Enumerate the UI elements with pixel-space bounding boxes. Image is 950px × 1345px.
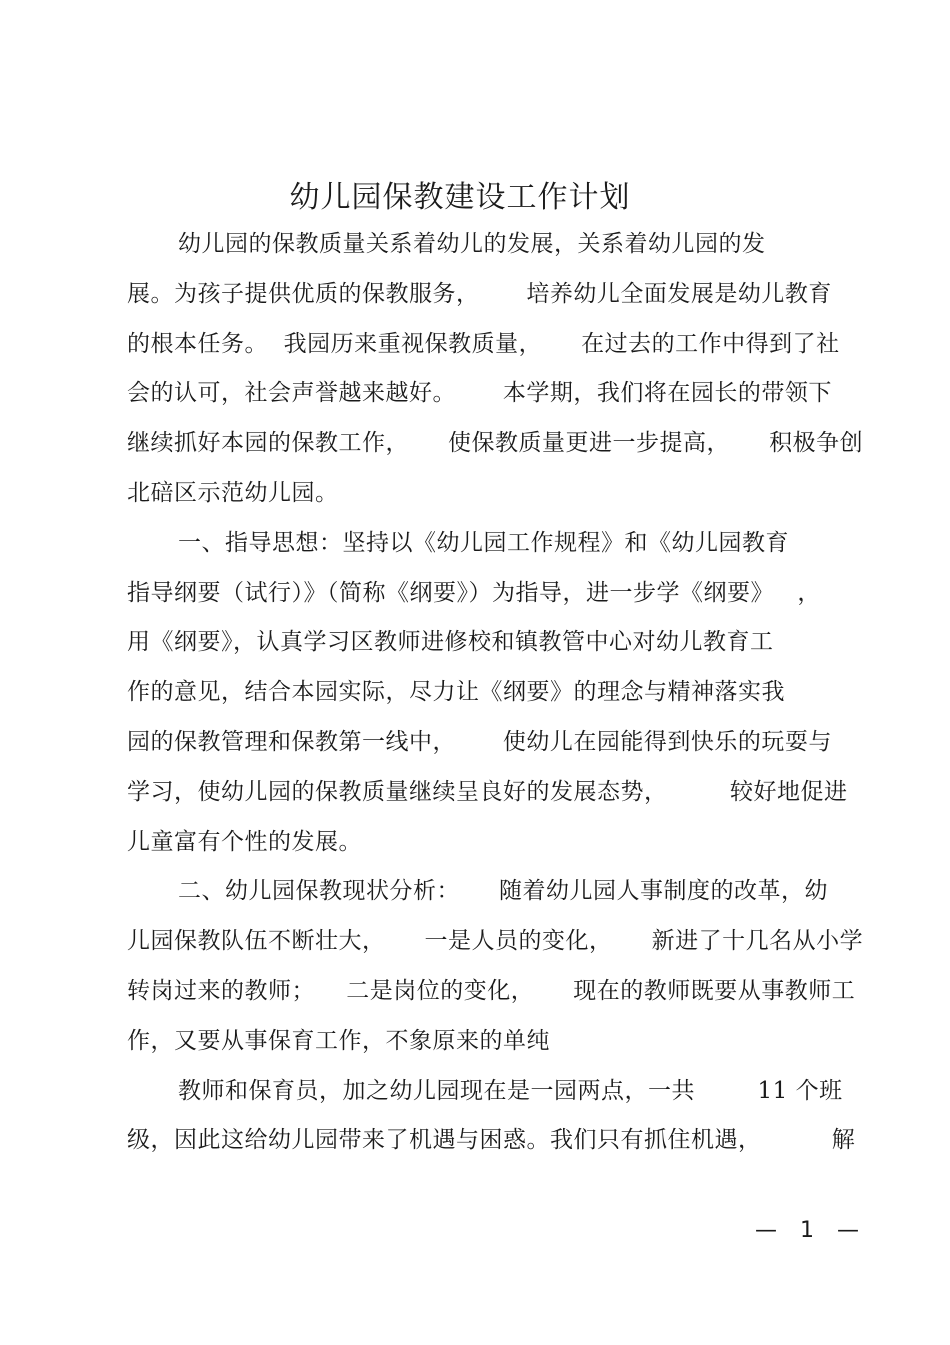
paragraph-line: 北碚区示范幼儿园。 — [127, 480, 339, 506]
paragraph-line: 指导纲要（试行）》（简称《纲要》）为指导，进一步学《纲要》 ， — [127, 580, 821, 606]
paragraph-line: 儿童富有个性的发展。 — [127, 829, 362, 855]
document-title: 幼儿园保教建设工作计划 — [289, 180, 631, 215]
paragraph-line: 的根本任务。 我园历来重视保教质量， 在过去的工作中得到了社 — [127, 331, 840, 357]
paragraph-line: 会的认可，社会声誉越来越好。 本学期，我们将在园长的带领下 — [127, 380, 832, 406]
paragraph-line: 儿园保教队伍不断壮大， 一是人员的变化， 新进了十几名从小学 — [127, 928, 864, 954]
paragraph-line: 用《纲要》，认真学习区教师进修校和镇教管中心对幼儿教育工 — [127, 629, 774, 655]
paragraph-line: 一、指导思想：坚持以《幼儿园工作规程》和《幼儿园教育 — [178, 530, 789, 556]
paragraph-line: 作，又要从事保育工作，不象原来的单纯 — [127, 1028, 550, 1054]
paragraph-line: 园的保教管理和保教第一线中， 使幼儿在园能得到快乐的玩耍与 — [127, 729, 832, 755]
paragraph-line: 级，因此这给幼儿园带来了机遇与困惑。我们只有抓住机遇， 解 — [127, 1127, 856, 1153]
paragraph-line: 作的意见，结合本园实际，尽力让《纲要》的理念与精神落实我 — [127, 679, 785, 705]
paragraph-line: 转岗过来的教师； 二是岗位的变化， 现在的教师既要从事教师工 — [127, 978, 856, 1004]
paragraph-line: 幼儿园的保教质量关系着幼儿的发展，关系着幼儿园的发 — [178, 231, 766, 257]
page-number: — 1 — — [755, 1218, 867, 1243]
paragraph-line: 展。为孩子提供优质的保教服务， 培养幼儿全面发展是幼儿教育 — [127, 281, 832, 307]
paragraph-line: 二、幼儿园保教现状分析： 随着幼儿园人事制度的改革，幼 — [178, 878, 829, 904]
paragraph-line: 学习，使幼儿园的保教质量继续呈良好的发展态势， 较好地促进 — [127, 779, 848, 805]
paragraph-line: 教师和保育员，加之幼儿园现在是一园两点，一共 11 个班 — [178, 1078, 843, 1104]
paragraph-line: 继续抓好本园的保教工作， 使保教质量更进一步提高， 积极争创 — [127, 430, 864, 456]
